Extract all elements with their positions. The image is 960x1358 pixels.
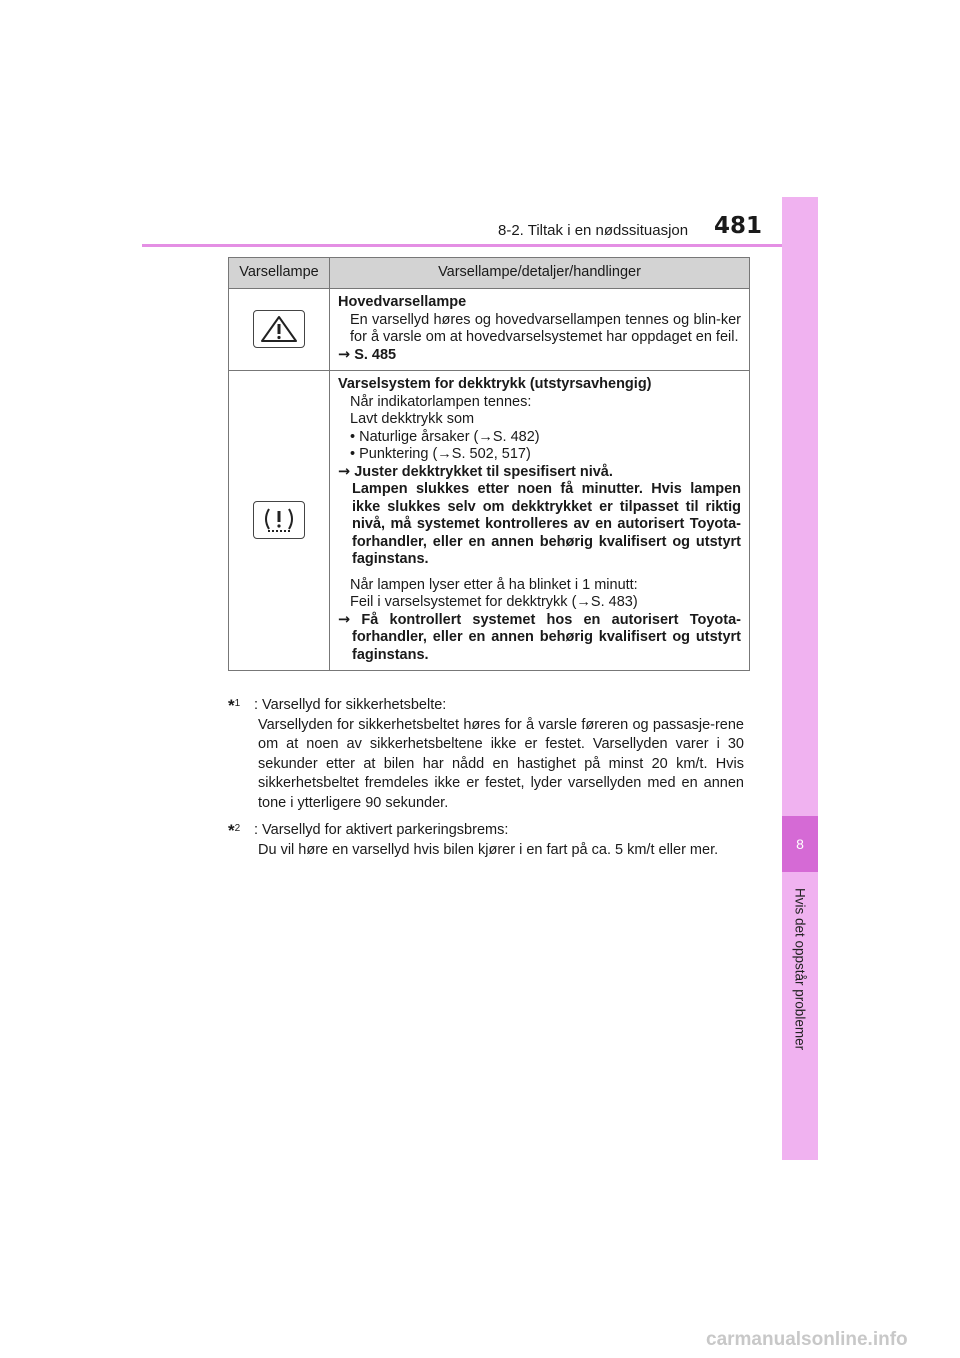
footnote-body: Varsellyden for sikkerhetsbeltet høres for å varsle føreren og passasje-rene om at noen av sikkerhetsbeltene ikke er festet. Varsellyden varer i 30 sekunder etter at bilen har nådd en hastighet på minst 20 km/t. Hvis sikkerhetsbeltet fremdeles ikke er festet, lyder varsellyden med en annen tone i ytterligere 90 sekunder. [258,716,744,811]
header-rule [142,244,818,247]
section-title: 8-2. Tiltak i en nødssituasjon [498,222,689,239]
details-cell [330,289,750,371]
page-reference: S. 485 [354,346,397,363]
footnote [228,696,744,813]
icon-cell [229,371,330,671]
arrow-icon: → [338,463,351,480]
watermark: carmanualsonline.info [706,1329,908,1350]
condition-text: Feil i varselsystemet for dekktrykk (→S. 483) [350,594,638,610]
table-row [229,289,750,371]
action-detail: Lampen slukkes etter noen få minutter. Hvis lampen ikke slukkes selv om dekktrykket er tilpasset til riktig nivå, må systemet kontrolleres av en autorisert Toyota-forhandler, eller en annen behørig kvalifisert og utstyrt faginstans. [352,481,741,567]
row-title: Hovedvarsellampe [338,294,467,310]
chapter-title: Hvis det oppstår problemer [792,888,808,1051]
tire-pressure-warning-icon [253,501,305,539]
row-action: → Få kontrollert systemet hos en autorisert Toyota-forhandler, eller en annen behørig kvalifisert og utstyrt faginstans. [338,611,741,663]
details-cell [330,371,750,671]
condition-text: Lavt dekktrykk som [350,411,475,427]
footnote-title: : Varsellyd for aktivert parkeringsbrems: [254,822,509,838]
footnote-marker: *$^1$ [228,696,241,715]
page-number: 481 [714,213,763,239]
row-action [338,347,741,365]
row-title: Varselsystem for dekktrykk (utstyrsavhengig) [338,376,652,392]
condition-text: Når indikatorlampen tennes: [350,393,532,410]
chapter-side-tab [782,197,818,1160]
condition-text: Når lampen lyser etter å ha blinket i 1 minutt: [350,576,638,593]
footnote-title: : Varsellyd for sikkerhetsbelte: [254,697,447,713]
warning-light-table [228,257,750,671]
footnote-marker: *$^2$ [228,821,241,840]
footnote-body: Du vil høre en varsellyd hvis bilen kjører i en fart på ca. 5 km/t eller mer. [258,841,719,858]
footnotes [228,696,744,868]
col-header-details: Varsellampe/detaljer/handlinger [330,258,750,289]
table-row [229,371,750,671]
row-action: → Juster dekktrykket til spesifisert nivå. [338,463,613,480]
list-item: • Punktering (→S. 502, 517) [350,446,531,462]
arrow-icon: → [338,346,351,363]
icon-cell [229,289,330,371]
chapter-title-container [782,880,818,1160]
chapter-number: 8 [782,816,818,872]
footnote [228,821,744,860]
col-header-warning-light: Varsellampe [229,258,330,289]
arrow-icon: → [338,611,351,628]
row-body: En varsellyd høres og hovedvarsellampen tennes og blin-ker for å varsle om at hovedvarselsystemet har oppdaget en feil. [350,311,741,345]
list-item: • Naturlige årsaker (→S. 482) [350,428,540,445]
table-header-row [229,258,750,289]
master-warning-triangle-icon [253,310,305,348]
